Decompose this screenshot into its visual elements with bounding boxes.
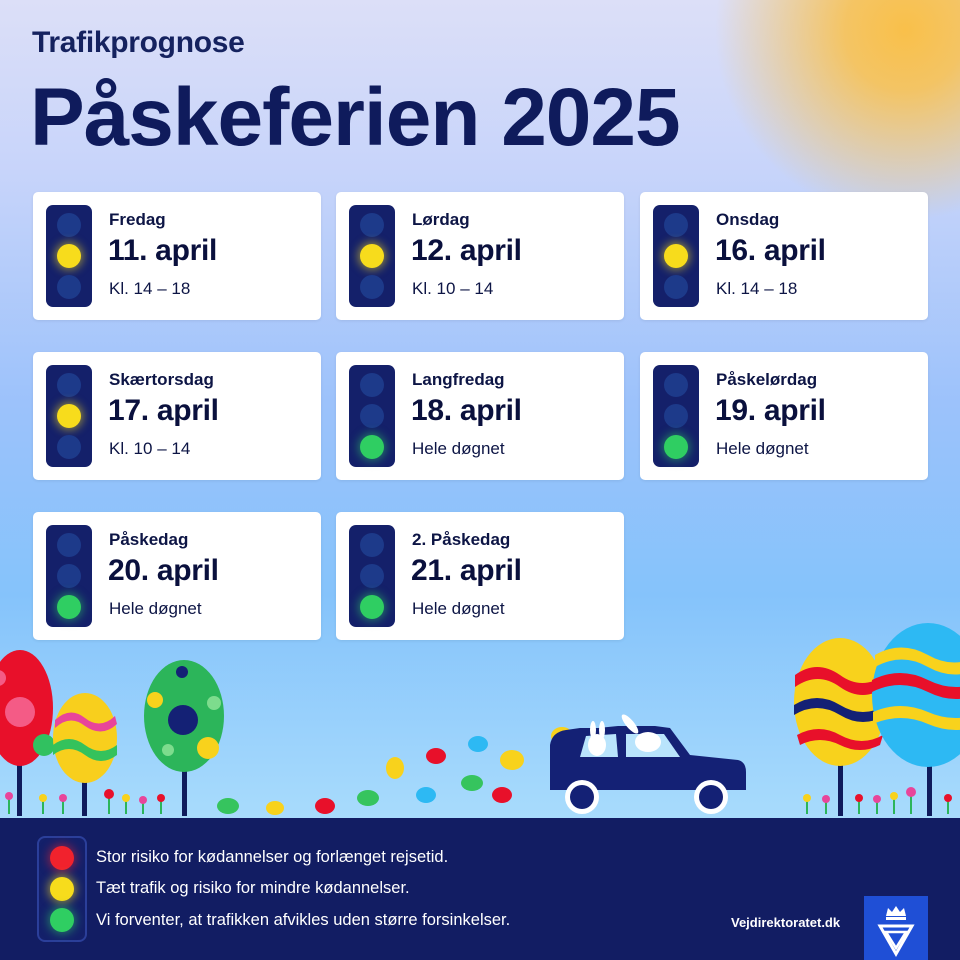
card-day: Langfredag (412, 370, 505, 389)
traffic-light-icon (46, 365, 92, 467)
lamp-top (360, 373, 384, 397)
lamp-yellow-on (57, 244, 81, 268)
lamp-yellow-on (50, 877, 74, 901)
lamp-top (664, 373, 688, 397)
egg-tree-icon (872, 623, 960, 816)
easter-scene-illustration (0, 600, 960, 820)
card-date: 17. april (108, 394, 219, 427)
lamp-middle (360, 404, 384, 428)
lamp-green-on (664, 435, 688, 459)
flowers-decoration (5, 787, 952, 814)
lamp-bottom (57, 275, 81, 299)
legend-panel (0, 818, 960, 960)
lamp-top (664, 213, 688, 237)
card-time: Hele døgnet (109, 599, 202, 618)
car-with-bunnies-icon (550, 712, 746, 814)
forecast-card-fredag (33, 192, 321, 320)
lamp-top (57, 213, 81, 237)
card-day: Skærtorsdag (109, 370, 214, 389)
traffic-light-icon (653, 365, 699, 467)
card-day: Påskelørdag (716, 370, 818, 389)
card-day: Lørdag (412, 210, 470, 229)
lamp-top (57, 373, 81, 397)
lamp-green-on (360, 435, 384, 459)
lamp-bottom (360, 275, 384, 299)
lamp-yellow-on (360, 244, 384, 268)
card-day: 2. Påskedag (412, 530, 511, 549)
traffic-light-icon (46, 205, 92, 307)
legend-red-text: Stor risiko for kødannelser og forlænget rejsetid. (96, 848, 449, 866)
lamp-middle (57, 564, 81, 588)
card-time: Kl. 14 – 18 (109, 279, 191, 298)
lamp-top (360, 533, 384, 557)
legend-traffic-light-icon (37, 836, 87, 942)
forecast-card-paskelordag (640, 352, 928, 480)
crown-shield-icon (864, 896, 928, 960)
card-date: 21. april (411, 554, 522, 587)
lamp-yellow-on (664, 244, 688, 268)
website-link[interactable]: Vejdirektoratet.dk (731, 915, 841, 930)
card-date: 19. april (715, 394, 826, 427)
small-eggs-decoration (217, 727, 573, 815)
card-time: Hele døgnet (716, 439, 809, 458)
traffic-light-icon (349, 205, 395, 307)
forecast-card-skaertorsdag (33, 352, 321, 480)
card-time: Kl. 10 – 14 (109, 439, 191, 458)
lamp-red-on (50, 846, 74, 870)
egg-tree-icon (0, 650, 55, 816)
lamp-green-on (50, 908, 74, 932)
card-day: Onsdag (716, 210, 780, 229)
lamp-top (360, 213, 384, 237)
traffic-light-icon (653, 205, 699, 307)
card-date: 12. april (411, 234, 522, 267)
legend-green-text: Vi forventer, at trafikken afvikles uden større forsinkelser. (96, 911, 511, 929)
card-date: 16. april (715, 234, 826, 267)
card-day: Påskedag (109, 530, 189, 549)
page-title: Påskeferien 2025 (30, 72, 680, 163)
lamp-yellow-on (57, 404, 81, 428)
subtitle: Trafikprognose (32, 26, 245, 59)
card-day: Fredag (109, 210, 166, 229)
lamp-bottom (57, 435, 81, 459)
forecast-card-onsdag (640, 192, 928, 320)
lamp-middle (360, 564, 384, 588)
card-time: Hele døgnet (412, 439, 505, 458)
lamp-top (57, 533, 81, 557)
traffic-light-icon (349, 365, 395, 467)
card-time: Hele døgnet (412, 599, 505, 618)
lamp-bottom (664, 275, 688, 299)
egg-tree-icon (794, 638, 886, 816)
card-date: 11. april (108, 234, 218, 267)
legend-yellow-text: Tæt trafik og risiko for mindre kødannelser. (96, 879, 410, 897)
card-time: Kl. 14 – 18 (716, 279, 798, 298)
card-date: 18. april (411, 394, 522, 427)
forecast-card-lordag (336, 192, 624, 320)
lamp-middle (664, 404, 688, 428)
card-time: Kl. 10 – 14 (412, 279, 494, 298)
card-date: 20. april (108, 554, 219, 587)
forecast-card-langfredag (336, 352, 624, 480)
egg-tree-icon (144, 660, 224, 816)
